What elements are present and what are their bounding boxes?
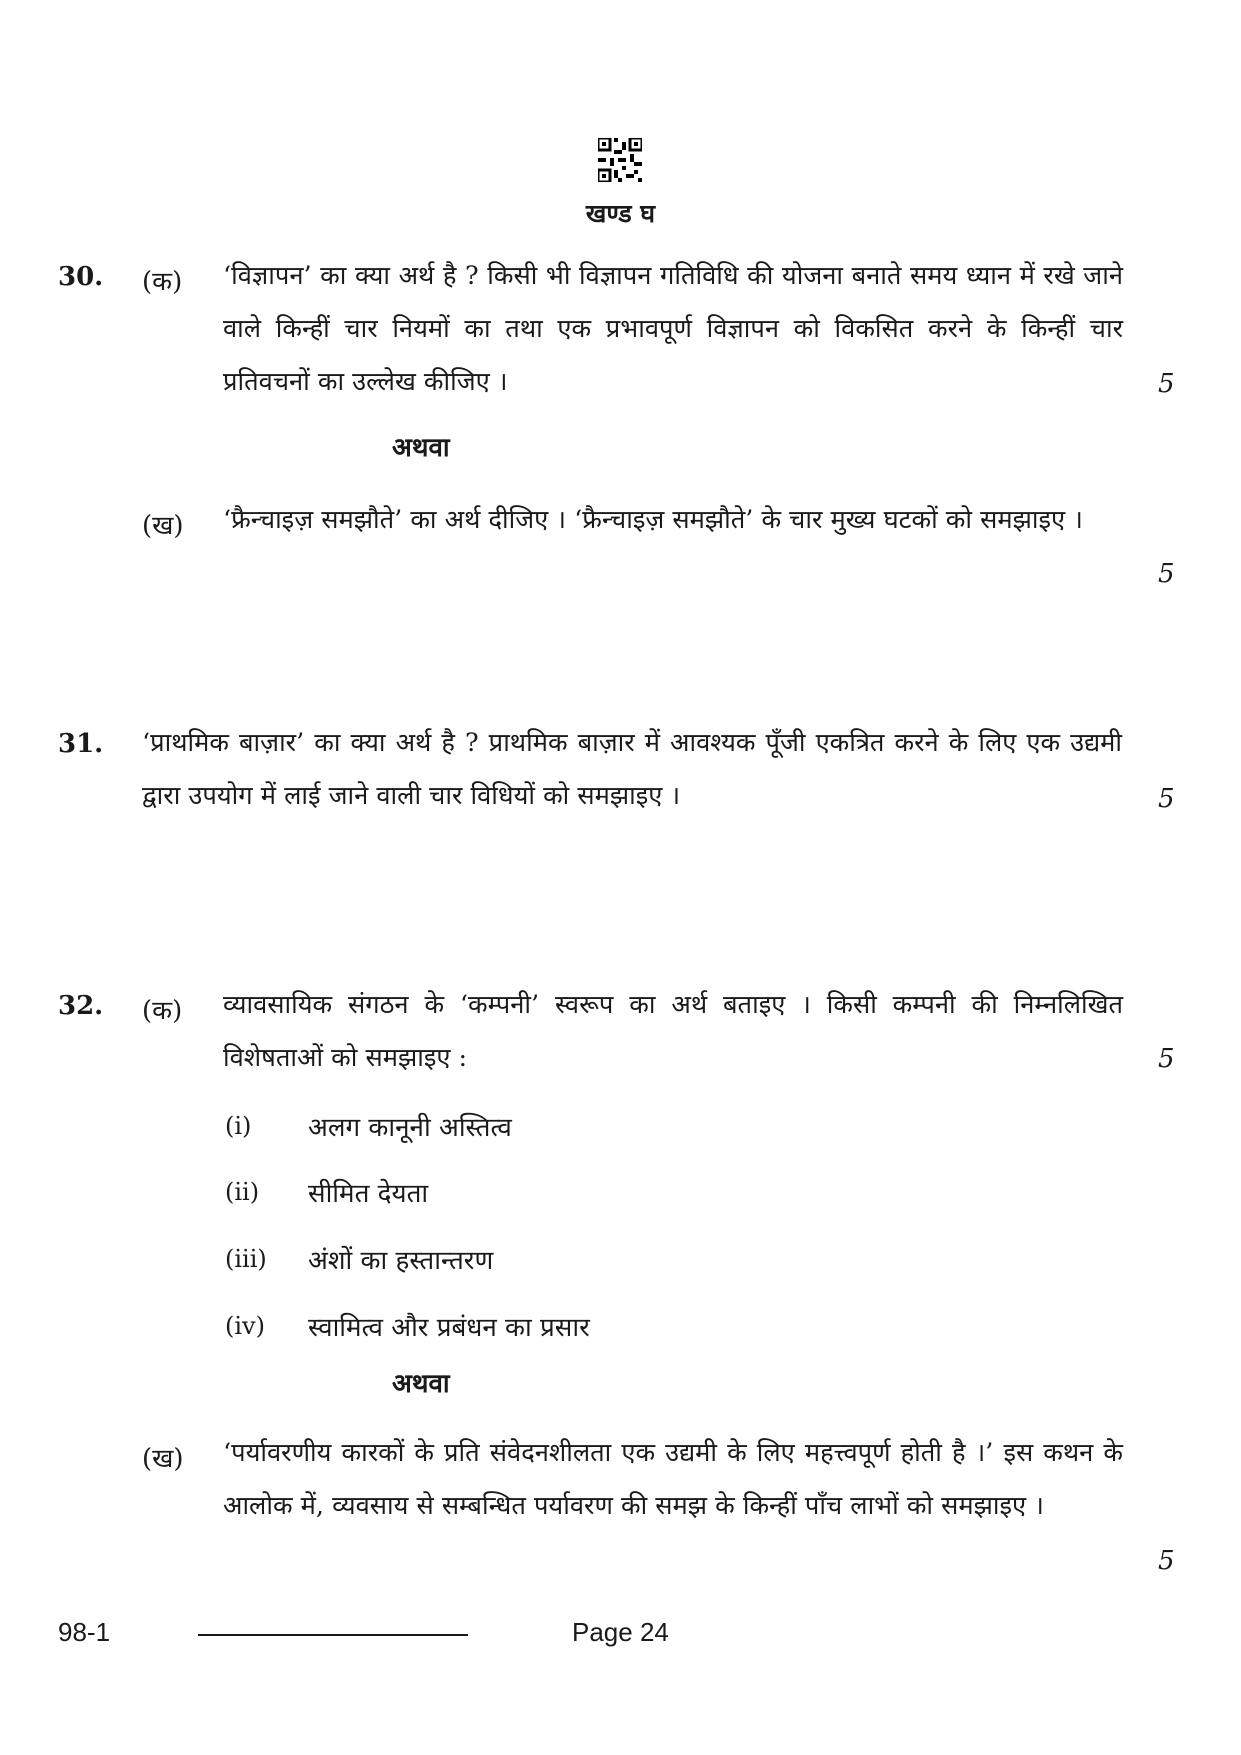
part-label: (क)	[142, 267, 183, 297]
marks: 5	[1158, 1546, 1175, 1576]
question-text: ‘फ्रैन्चाइज़ समझौते’ का अर्थ दीजिए । ‘फ्रैन्चाइज़ समझौते’ के चार मुख्य घटकों को समझाइए ।	[223, 505, 1083, 535]
question-number: 32.	[58, 991, 104, 1021]
sub-item-number: (iv)	[225, 1312, 265, 1340]
part-label: (क)	[142, 996, 183, 1026]
marks: 5	[1158, 559, 1175, 589]
sub-item-number: (i)	[225, 1112, 252, 1140]
marks: 5	[1158, 1044, 1175, 1074]
section-title: खण्ड घ	[585, 199, 656, 228]
question-number: 30.	[58, 262, 104, 292]
part-label: (ख)	[142, 511, 184, 541]
part-label: (ख)	[142, 1444, 184, 1474]
sub-item-text: अंशों का हस्तान्तरण	[308, 1246, 494, 1276]
question-text: ‘प्राथमिक बाज़ार’ का क्या अर्थ है ? प्राथमिक बाज़ार में आवश्यक पूँजी एकत्रित करने के लिए एक उद्यमी द्वारा उपयोग में लाई जाने वाली चार विधियों को समझाइए ।	[142, 728, 1122, 811]
or-separator: अथवा	[392, 1369, 450, 1399]
qr-code-icon	[598, 138, 642, 182]
question-number: 31.	[58, 729, 104, 759]
sub-item-text: सीमित देयता	[308, 1179, 429, 1209]
sub-item-number: (ii)	[225, 1178, 260, 1206]
paper-code: 98-1	[58, 1617, 111, 1647]
sub-item-number: (iii)	[225, 1245, 267, 1273]
page-number: Page 24	[572, 1617, 669, 1647]
question-text: व्यावसायिक संगठन के ‘कम्पनी’ स्वरूप का अर्थ बताइए । किसी कम्पनी की निम्नलिखित विशेषताओं को समझाइए :	[223, 990, 1123, 1073]
sub-item-text: स्वामित्व और प्रबंधन का प्रसार	[308, 1313, 590, 1343]
question-text: ‘पर्यावरणीय कारकों के प्रति संवेदनशीलता एक उद्यमी के लिए महत्त्वपूर्ण होती है ।’ इस कथन के आलोक में, व्यवसाय से सम्बन्धित पर्यावरण की समझ के किन्हीं पाँच लाभों को समझाइए ।	[223, 1438, 1123, 1521]
question-text: ‘विज्ञापन’ का क्या अर्थ है ? किसी भी विज्ञापन गतिविधि की योजना बनाते समय ध्यान में रखे जाने वाले किन्हीं चार नियमों का तथा एक प्रभावपूर्ण विज्ञापन को विकसित करने के किन्हीं चार प्रतिवचनों का उल्लेख कीजिए ।	[223, 261, 1123, 397]
marks: 5	[1158, 369, 1175, 399]
sub-item-text: अलग कानूनी अस्तित्व	[308, 1113, 512, 1143]
marks: 5	[1158, 784, 1175, 814]
or-separator: अथवा	[392, 433, 450, 463]
footer-divider	[198, 1634, 468, 1636]
